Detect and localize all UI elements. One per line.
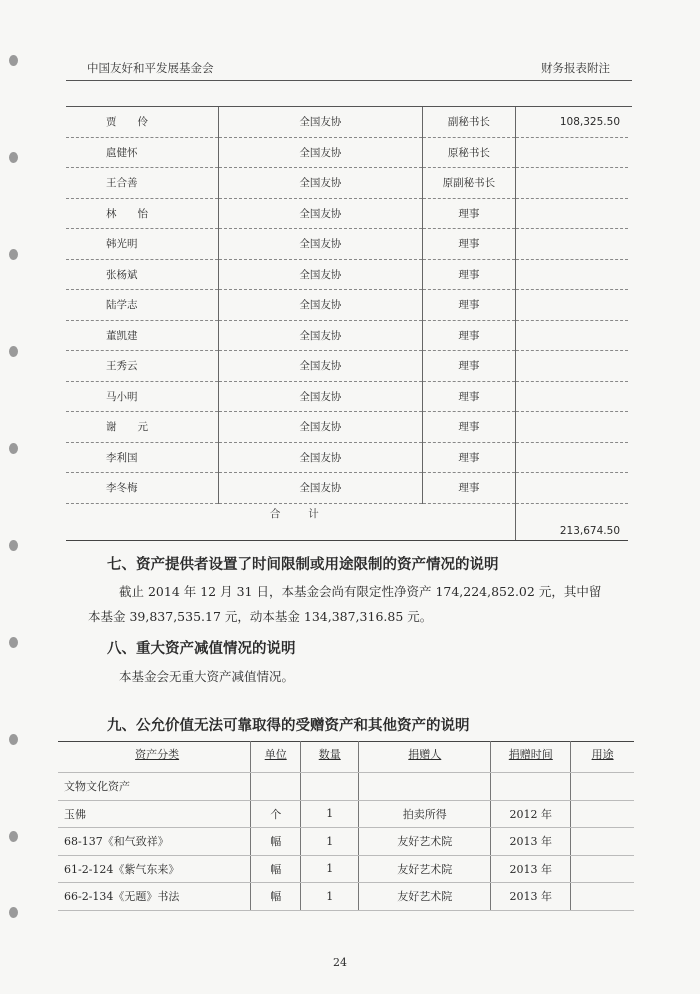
col-header-donor: 捐赠人 (359, 742, 491, 773)
asset-quantity: 1 (301, 855, 359, 883)
officer-org: 全国友协 (218, 290, 422, 321)
col-header-unit: 单位 (251, 742, 301, 773)
section-7-line-1: 截止 2014 年 12 月 31 日，本基金会尚有限定性净资产 174,224,852.02 元，其中留 (119, 584, 602, 599)
section-7-line-2: 本基金 39,837,535.17 元，动本基金 134,387,316.85 元。 (88, 609, 433, 624)
asset-purpose (571, 800, 634, 828)
officer-amount (515, 168, 628, 199)
table-row (66, 290, 628, 321)
officer-name: 李冬梅 (66, 473, 218, 504)
officer-amount (515, 473, 628, 504)
table-row (58, 773, 634, 801)
donated-assets-table (58, 741, 634, 911)
asset-donor (359, 773, 491, 801)
officer-name: 扈健怀 (66, 137, 218, 168)
officer-role: 理事 (423, 198, 516, 229)
asset-quantity: 1 (301, 883, 359, 911)
binder-hole (9, 55, 18, 66)
table-row (58, 828, 634, 856)
officer-org: 全国友协 (218, 473, 422, 504)
col-header-purpose: 用途 (571, 742, 634, 773)
officer-role: 理事 (423, 442, 516, 473)
officer-amount (515, 351, 628, 382)
header-doc-type: 财务报表附注 (541, 61, 610, 75)
asset-category: 玉佛 (58, 800, 251, 828)
header-rule (66, 80, 632, 81)
asset-donor: 友好艺术院 (359, 855, 491, 883)
officer-amount (515, 229, 628, 260)
officer-role: 理事 (423, 320, 516, 351)
asset-donor: 友好艺术院 (359, 828, 491, 856)
officer-role: 理事 (423, 290, 516, 321)
asset-category: 68-137《和气致祥》 (58, 828, 251, 856)
officer-name: 李利国 (66, 442, 218, 473)
asset-category: 61-2-124《紫气东来》 (58, 855, 251, 883)
officer-role: 原副秘书长 (423, 168, 516, 199)
header-org-name: 中国友好和平发展基金会 (87, 61, 214, 75)
table-row (66, 473, 628, 504)
asset-date: 2012 年 (491, 800, 571, 828)
officer-org: 全国友协 (218, 320, 422, 351)
officer-amount (515, 137, 628, 168)
officer-role: 副秘书长 (423, 107, 516, 137)
officer-amount (515, 412, 628, 443)
binder-hole (9, 831, 18, 842)
table-row (58, 855, 634, 883)
officer-amount (515, 320, 628, 351)
section-7-heading: 七、资产提供者设置了时间限制或用途限制的资产情况的说明 (107, 557, 499, 573)
officer-org: 全国友协 (218, 259, 422, 290)
asset-date (491, 773, 571, 801)
total-label: 合计 (66, 503, 515, 540)
binder-hole (9, 152, 18, 163)
officer-role: 理事 (423, 473, 516, 504)
table-row (58, 883, 634, 911)
col-header-category: 资产分类 (58, 742, 251, 773)
section-8-heading: 八、重大资产减值情况的说明 (107, 641, 296, 657)
officer-role: 理事 (423, 351, 516, 382)
table-row (58, 800, 634, 828)
officer-org: 全国友协 (218, 229, 422, 260)
officer-role: 理事 (423, 412, 516, 443)
table-row (66, 168, 628, 199)
officer-role: 理事 (423, 229, 516, 260)
asset-unit: 幅 (251, 855, 301, 883)
officer-amount (515, 259, 628, 290)
table-row (66, 351, 628, 382)
asset-donor: 拍卖所得 (359, 800, 491, 828)
officer-org: 全国友协 (218, 381, 422, 412)
binder-hole (9, 734, 18, 745)
asset-unit (251, 773, 301, 801)
table-row (66, 442, 628, 473)
officer-amount (515, 381, 628, 412)
asset-category: 66-2-134《无题》书法 (58, 883, 251, 911)
binder-hole (9, 637, 18, 648)
officer-org: 全国友协 (218, 442, 422, 473)
table-row (66, 229, 628, 260)
asset-date: 2013 年 (491, 883, 571, 911)
officer-name: 董凯建 (66, 320, 218, 351)
officer-name: 谢 元 (66, 412, 218, 443)
officer-org: 全国友协 (218, 107, 422, 137)
asset-quantity (301, 773, 359, 801)
col-header-date: 捐赠时间 (491, 742, 571, 773)
officer-name: 林 怡 (66, 198, 218, 229)
binder-hole (9, 346, 18, 357)
officer-org: 全国友协 (218, 412, 422, 443)
total-amount: 213,674.50 (515, 503, 628, 540)
table-header-row (58, 742, 634, 773)
binder-hole (9, 443, 18, 454)
officer-amount: 108,325.50 (515, 107, 628, 137)
table-row (66, 137, 628, 168)
officer-name: 陆学志 (66, 290, 218, 321)
asset-unit: 个 (251, 800, 301, 828)
officer-name: 马小明 (66, 381, 218, 412)
asset-date: 2013 年 (491, 855, 571, 883)
officer-name: 王秀云 (66, 351, 218, 382)
officer-name: 韩光明 (66, 229, 218, 260)
officer-compensation-table (66, 107, 628, 541)
officer-org: 全国友协 (218, 198, 422, 229)
asset-donor: 友好艺术院 (359, 883, 491, 911)
officer-role: 理事 (423, 381, 516, 412)
officer-role: 理事 (423, 259, 516, 290)
officer-org: 全国友协 (218, 137, 422, 168)
section-9-heading: 九、公允价值无法可靠取得的受赠资产和其他资产的说明 (107, 718, 470, 734)
page-number: 24 (333, 956, 347, 969)
table-row (66, 198, 628, 229)
section-8-body: 本基金会无重大资产减值情况。 (119, 669, 295, 684)
officer-name: 王合善 (66, 168, 218, 199)
asset-date: 2013 年 (491, 828, 571, 856)
asset-purpose (571, 883, 634, 911)
officer-role: 原秘书长 (423, 137, 516, 168)
binder-hole (9, 907, 18, 918)
asset-unit: 幅 (251, 883, 301, 911)
officer-amount (515, 198, 628, 229)
officer-name: 贾 伶 (66, 107, 218, 137)
col-header-quantity: 数量 (301, 742, 359, 773)
asset-purpose (571, 828, 634, 856)
asset-quantity: 1 (301, 828, 359, 856)
table-row (66, 320, 628, 351)
table-row (66, 107, 628, 137)
table-row (66, 412, 628, 443)
asset-unit: 幅 (251, 828, 301, 856)
officer-org: 全国友协 (218, 351, 422, 382)
asset-quantity: 1 (301, 800, 359, 828)
officer-name: 张杨斌 (66, 259, 218, 290)
asset-purpose (571, 773, 634, 801)
officer-amount (515, 290, 628, 321)
total-row (66, 503, 628, 540)
asset-category: 文物文化资产 (58, 773, 251, 801)
table-row (66, 259, 628, 290)
binder-hole (9, 540, 18, 551)
officer-org: 全国友协 (218, 168, 422, 199)
table-row (66, 381, 628, 412)
binder-hole (9, 249, 18, 260)
officer-amount (515, 442, 628, 473)
asset-purpose (571, 855, 634, 883)
